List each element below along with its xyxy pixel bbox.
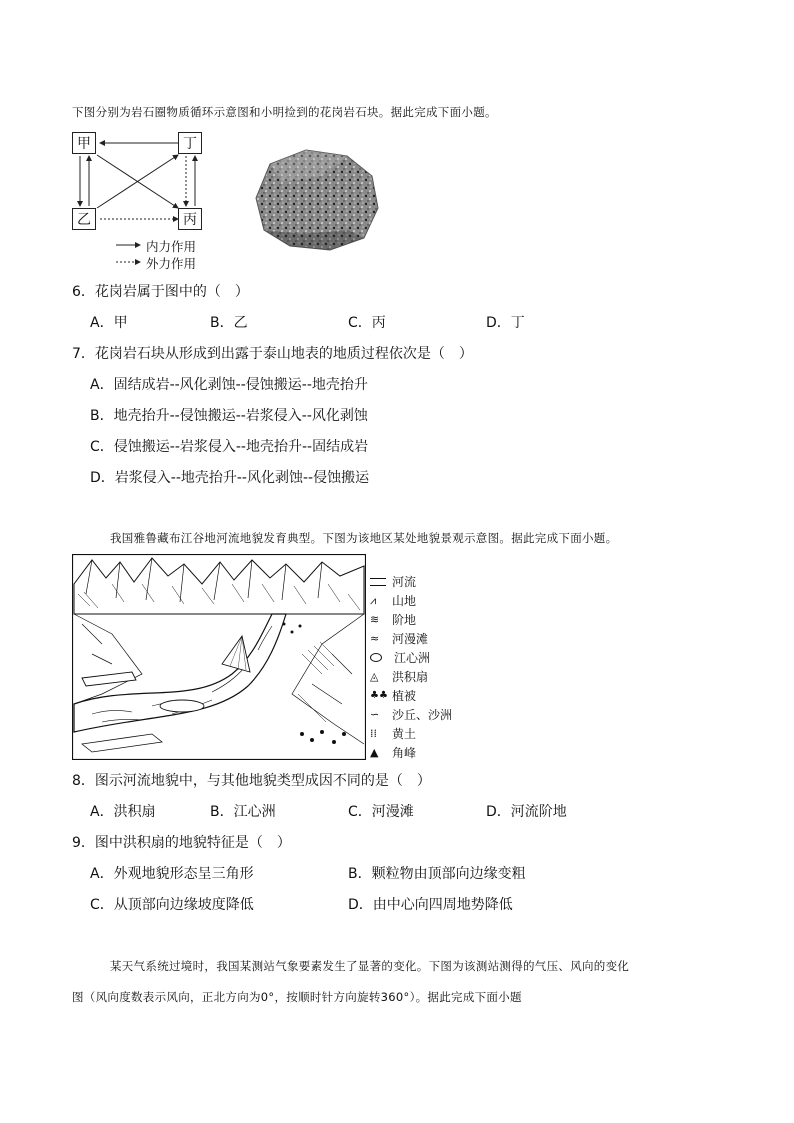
granite-photo — [252, 146, 382, 254]
peak-symbol-icon: ▲ — [370, 745, 379, 759]
vegetation-symbol-icon: ♣♣ — [370, 689, 388, 701]
q9-option-c[interactable]: C．从顶部向边缘坡度降低 — [90, 897, 254, 913]
legend-external-force: 外力作用 — [146, 256, 197, 271]
q6-option-b[interactable]: B．乙 — [210, 315, 248, 331]
intro-rock-cycle: 下图分别为岩石圈物质循环示意图和小明捡到的花岗岩石块。据此完成下面小题。 — [72, 105, 497, 119]
granite-rock-image — [252, 146, 382, 254]
q8-option-b[interactable]: B．江心洲 — [210, 804, 276, 820]
legend-loess: ⁞⁞ 黄土 — [370, 726, 417, 741]
question-8-stem: 8．图示河流地貌中，与其他地貌类型成因不同的是（ ） — [72, 773, 431, 789]
q8-option-a[interactable]: A．洪积扇 — [90, 804, 156, 820]
legend-internal-force: 内力作用 — [146, 239, 197, 254]
mountain-symbol-icon: ⩘ — [370, 593, 377, 607]
q8-option-d[interactable]: D．河流阶地 — [486, 804, 567, 820]
rock-cycle-diagram — [72, 130, 212, 272]
box-jia: 甲 — [72, 132, 96, 154]
q6-option-c[interactable]: C．丙 — [348, 315, 386, 331]
q7-option-a[interactable]: A．固结成岩--风化剥蚀--侵蚀搬运--地壳抬升 — [90, 377, 368, 393]
legend-mountain: ⩘ 山地 — [370, 593, 417, 608]
landscape-drawing — [72, 554, 366, 760]
legend-vegetation: ♣♣ 植被 — [370, 689, 417, 703]
legend-horn-peak: ▲ 角峰 — [370, 745, 417, 760]
box-ding: 丁 — [178, 132, 202, 154]
island-symbol-icon — [370, 653, 382, 662]
intro-weather-line2: 图（风向度数表示风向，正北方向为0°，按顺时针方向旋转360°）。据此完成下面小题 — [72, 990, 522, 1004]
box-yi: 乙 — [72, 208, 96, 230]
question-9-stem: 9．图中洪积扇的地貌特征是（ ） — [72, 835, 291, 851]
legend-dunes: ∽ 沙丘、沙洲 — [370, 707, 453, 722]
question-6-stem: 6．花岗岩属于图中的（ ） — [72, 284, 249, 300]
floodplain-symbol-icon: ≈ — [370, 631, 380, 645]
intro-weather-line1: 某天气系统过境时，我国某测站气象要素发生了显著的变化。下图为该测站测得的气压、风向的变化 — [110, 959, 630, 973]
legend-terrace: ≋ 阶地 — [370, 612, 417, 627]
question-7-stem: 7．花岗岩石块从形成到出露于泰山地表的地质过程依次是（ ） — [72, 346, 473, 362]
river-symbol-icon — [370, 578, 386, 586]
q6-option-d[interactable]: D．丁 — [486, 315, 525, 331]
q7-option-c[interactable]: C．侵蚀搬运--岩浆侵入--地壳抬升--固结成岩 — [90, 439, 369, 455]
q8-option-c[interactable]: C．河漫滩 — [348, 804, 414, 820]
loess-symbol-icon: ⁞⁞ — [370, 726, 377, 740]
box-bing: 丙 — [178, 208, 202, 230]
q9-option-d[interactable]: D．由中心向四周地势降低 — [348, 897, 513, 913]
fan-symbol-icon: ◬ — [370, 669, 379, 683]
legend-alluvial-fan: ◬ 洪积扇 — [370, 669, 429, 684]
dune-symbol-icon: ∽ — [370, 707, 380, 721]
q6-option-a[interactable]: A．甲 — [90, 315, 128, 331]
landscape-sketch — [72, 554, 366, 760]
q7-option-b[interactable]: B．地壳抬升--侵蚀搬运--岩浆侵入--风化剥蚀 — [90, 408, 368, 424]
legend-river: 河流 — [370, 573, 416, 590]
intro-landscape: 我国雅鲁藏布江谷地河流地貌发育典型。下图为该地区某处地貌景观示意图。据此完成下面小题。 — [110, 531, 618, 545]
legend-floodplain: ≈ 河漫滩 — [370, 631, 429, 646]
legend-river-island: 江心洲 — [370, 649, 430, 666]
terrace-symbol-icon: ≋ — [370, 612, 380, 626]
q9-option-b[interactable]: B．颗粒物由顶部向边缘变粗 — [348, 866, 526, 882]
q9-option-a[interactable]: A．外观地貌形态呈三角形 — [90, 866, 254, 882]
q7-option-d[interactable]: D．岩浆侵入--地壳抬升--风化剥蚀--侵蚀搬运 — [90, 470, 370, 486]
